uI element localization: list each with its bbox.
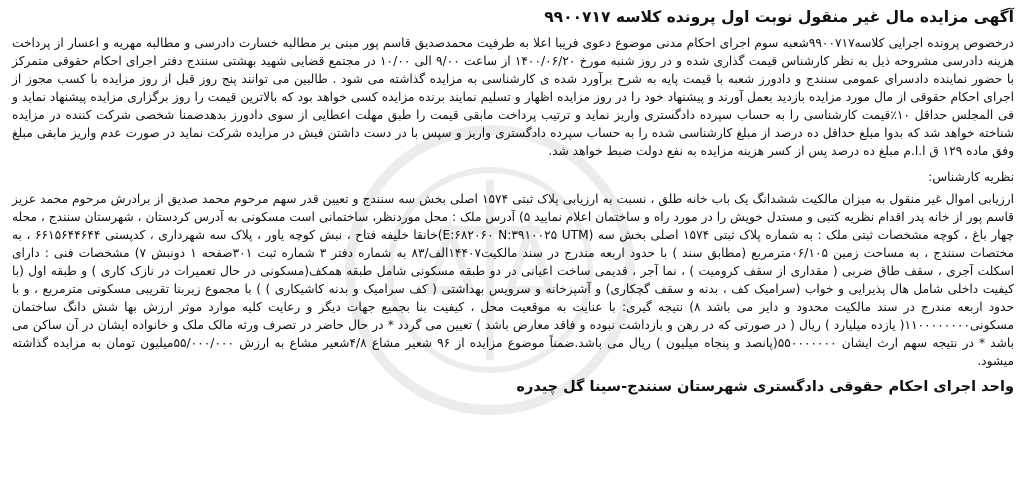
issuing-office-signature: واحد اجرای احکام حقوقی دادگستری شهرستان سنندج-سینا گل چیدره — [516, 379, 1014, 395]
expert-opinion-paragraph: ارزیابی اموال غیر منقول به میزان مالکیت ششدانگ یک باب خانه طلق ، نسبت به ارزیابی پلاک ثبتی ۱۵۷۴ اصلی بخش سه سنندج و تعیین قدر سهم مرحوم محمد صدیق از برادرش مرحوم محمد عزیز قاسم پور از خانه پدر اقدام نظریه کتبی و مستدل خویش را در مورد راه و ساختمان اعلام نمایید ۵) آدرس ملک : محل موردنظر، ساختمانی است مسکونی به آدرس کردستان ، شهرستان سنندج ، محله چهار باغ ، کوچه مشخصات ثبتی ملک : به شماره پلاک ثبتی ۱۵۷۴ اصلی بخش سه (E:۶۸۲۰۶۰ N:۳۹۱۰۰۲۵ UTM)خانقا خلیفه فتاح ، نبش کوچه یاور ، پلاک سه شهرداری ، کدپستی ۶۶۱۵۶۴۴۶۴۴ ، به مختصات سنندج ، به مساحت زمین ۰۶/۱۰۵مترمربع (مطابق سند ) با حدود اربعه مندرج در سند مالکیت۱۴۴۰۷الف/۸۳ به شماره دفتر ۳ شماره ثبت ۳۰۱صفحه ۱ دونبش ۷) مشخصات فنی : دارای اسکلت آجری ، سقف طاق ضربی ( مقداری از سقف کرومیت ) ، نما آجر ، قدیمی ساخت اعیانی در دو طبقه مسکونی شامل طبقه همکف(مسکونی در حال تعمیرات در نازک کاری ) و طبقه اول (با کیفیت داخلی شامل هال پذیرایی و خواب (سرامیک کف ، بدنه و سقف گچکاری) و آشپزخانه و سرویس بهداشتی ( کف سرامیک و بدنه کاشیکاری ) ) با مجموع زیربنا تقریبی مسکونی مترمربع ، و با حدود اربعه مندرج در سند مالکیت محدود و دایر می باشد ۸) نتیجه گیری: با عنایت به موقعیت محل ، کیفیت بنا بجمیع جهات دیگر و رعایت کلیه موارد موثر ارزش بها شش دانگ ساختمان مسکونی۱۱۰۰۰۰۰۰۰۰( یازده میلیارد ) ریال ( در صورتی که در رهن و بازداشت نبوده و فاقد معارض باشد ) تعیین می گردد * در حال حاضر در تصرف ورثه مالک ملک و خانواده ایشان در آن ساکن می باشد * در نتیجه سهم ارث ایشان ۵۵۰۰۰۰۰۰۰(پانصد و پنجاه میلیون ) ریال می باشد.ضمناً موضوع مزایده از ۹۶ شعیر مشاع ۴/۸شعیر مشاع به ارزش ۵۵/۰۰۰/۰۰۰میلیون تومان به مزایده گذاشته میشود. — [12, 192, 1015, 368]
auction-terms-paragraph: درخصوص پرونده اجرایی کلاسه۹۹۰۰۷۱۷شعبه سوم اجرای احکام مدنی موضوع دعوی فریبا اعلا به طرفیت محمدصدیق قاسم پور مبنی بر مطالبه خسارت دادرسی و مطالبه مهریه و اعسار از پرداخت هزینه دادرسی مشروحه ذیل به نظر کارشناس قیمت گذاری شده و در روز شنبه مورخ ۱۴۰۰/۰۶/۲۰ از ساعت ۹/۰۰ الی ۱۰/۰۰ در مجتمع قضایی شهید بهشتی سنندج دفتر اجرای احکام حقوقی متمرکز با حضور نماینده دادسرای عمومی سنندج و دادورز شعبه با قیمت پایه به شرح برآورد شده ی کارشناسی به مزایده گذاشته می شود . طالبین می توانند پنج روز قبل از روز مزایده با کسب مجوز از اجرای احکام حقوقی از مال مورد مزایده بازدید بعمل آورند و پیشنهاد خود را در روز مزایده اظهار و تسلیم نمایند برنده مزایده کسی خواهد بود که بالاترین قیمت را روز برگزاری مزایده پیشنهاد نماید و فی المجلس حداقل ۱۰٪قیمت کارشناسی را به حساب سپرده دادگستری واریز نماید و ترتیب پرداخت مابقی قیمت را طبق مهلت اعطایی از سوی دادورز بدهدضمنا شخصی شرکت کننده در مزایده شناخته خواهد شد که بدوا مبلغ حداقل ده درصد از مبلغ کارشناسی شده را به حساب سپرده دادگستری واریز و سپس با در دست داشتن فیش در مزایده شرکت نماید در صورت عدم واریز مابقی مبلغ وفق ماده ۱۲۹ ق ا.ا.م مبلغ ده درصد پس از کسر هزینه مزایده به نفع دولت ضبط خواهد شد. — [12, 36, 1015, 158]
expert-opinion-label: نظریه کارشناس: — [928, 170, 1014, 184]
notice-title: آگهی مزایده مال غیر منقول نوبت اول پرونده کلاسه ۹۹۰۰۷۱۷ — [544, 8, 1014, 26]
